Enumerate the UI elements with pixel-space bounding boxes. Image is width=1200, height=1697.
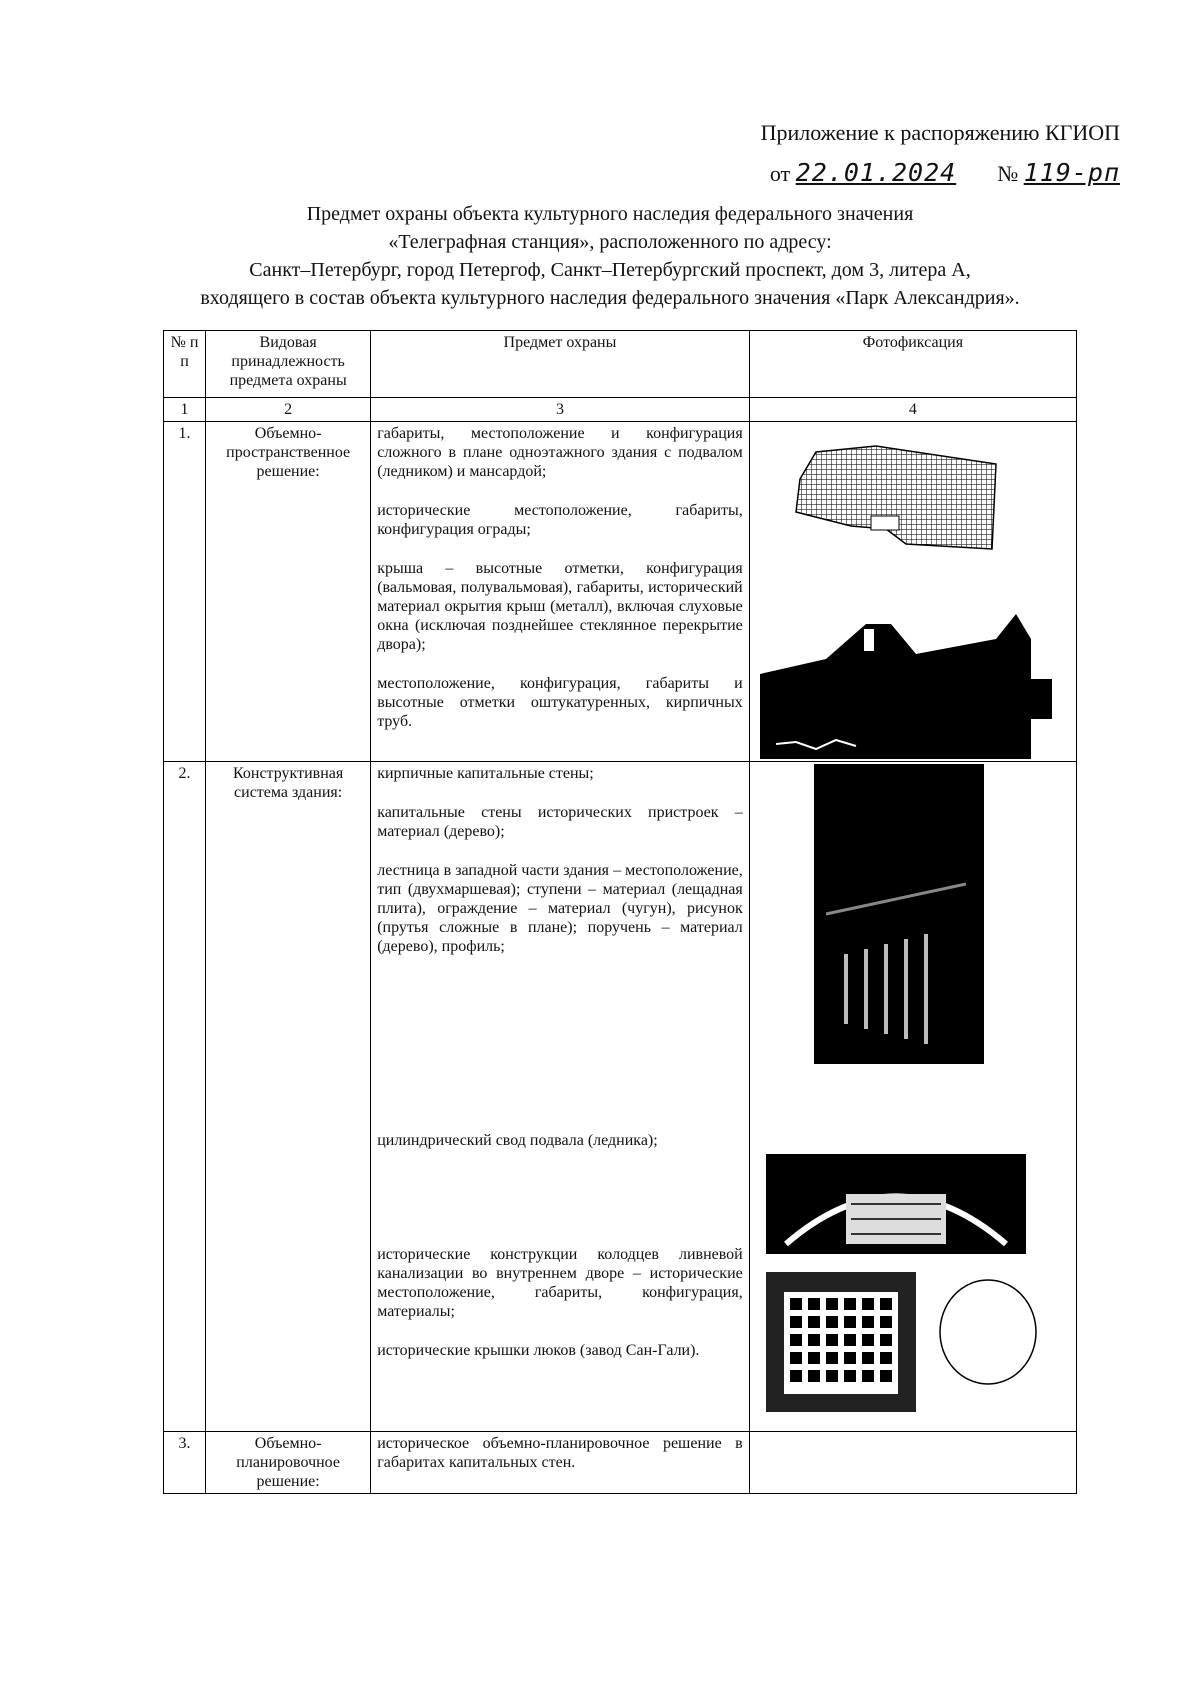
col-number: 4 [749,398,1076,422]
header-subject: Предмет охраны [371,331,750,398]
date-prefix: от [769,161,791,186]
row-number: 2. [164,762,206,1432]
order-number: 119-рп [1023,158,1120,187]
row-number: 3. [164,1432,206,1494]
item-text: местоположение, конфигурация, габариты и высотные отметки оштукатуренных, кирпичных труб. [377,675,743,730]
table-row [164,422,1077,762]
row-photos [749,422,1076,762]
item-text: лестница в западной части здания – местоположение, тип (двухмаршевая); ступени – материал (лещадная плита), ограждение – материал (чугун), рисунок (прутья сложные в плане); поручень – материал (дерево), профиль; [377,862,743,955]
title-line: Предмет охраны объекта культурного наследия федерального значения [306,203,914,225]
header-category: Видовая принадлежность предмета охраны [206,331,371,398]
structure-photos [756,764,1056,1429]
item-text: исторические конструкции колодцев ливневой канализации во внутреннем дворе – исторические местоположение, габариты, конфигурация, материалы; [377,1246,743,1320]
number-prefix: № [997,161,1019,186]
item-text: историческое объемно-планировочное решение в габаритах капитальных стен. [377,1435,743,1471]
hatch-cover-photo [766,1272,916,1412]
row-items [371,422,750,762]
title-line: Санкт–Петербург, город Петергоф, Санкт–Петербургский проспект, дом 3, литера А, [249,259,971,281]
row-category: Объемно-планировочное решение: [206,1432,371,1494]
header-num: № п п [164,331,206,398]
item-text: цилиндрический свод подвала (ледника); [377,1132,658,1149]
row-number: 1. [164,422,206,762]
order-line [770,158,1120,187]
title-line: «Телеграфная станция», расположенного по адресу: [388,231,832,253]
site-plan-image [756,424,1056,759]
vault-photo [766,1154,1026,1254]
building-photo [760,614,1052,759]
table-row [164,762,1077,1432]
row-items [371,762,750,1432]
title-line: входящего в состав объекта культурного наследия федерального значения «Парк Александрия». [200,287,1020,309]
column-number-row [164,398,1077,422]
protection-table [163,330,1077,1494]
item-text: исторические местоположение, габариты, конфигурация ограды; [377,502,743,538]
table-row [164,1432,1077,1494]
order-date: 22.01.2024 [795,158,957,187]
item-text: габариты, местоположение и конфигурация сложного в плане одноэтажного здания с подвалом (ледником) и мансардой; [377,425,743,480]
staircase-photo [814,764,984,1064]
table-header-row [164,331,1077,398]
row-items [371,1432,750,1494]
round-hatch-drawing [940,1280,1036,1384]
row-photos [749,1432,1076,1494]
item-text: кирпичные капитальные стены; [377,765,594,782]
row-category: Объемно-пространственное решение: [206,422,371,762]
col-number: 2 [206,398,371,422]
row-category: Конструктивная система здания: [206,762,371,1432]
item-text: капитальные стены исторических пристроек – материал (дерево); [377,804,743,840]
col-number: 1 [164,398,206,422]
document-title [100,200,1120,312]
col-number: 3 [371,398,750,422]
appendix-caption: Приложение к распоряжению КГИОП [760,120,1120,145]
header-photo: Фотофиксация [749,331,1076,398]
item-text: крыша – высотные отметки, конфигурация (вальмовая, полувальмовая), габариты, исторический материал окрытия крыш (металл), включая слуховые окна (исключая позднейшее стеклянное перекрытие двора); [377,560,743,653]
item-text: исторические крышки люков (завод Сан-Гали). [377,1342,700,1359]
row-photos [749,762,1076,1432]
